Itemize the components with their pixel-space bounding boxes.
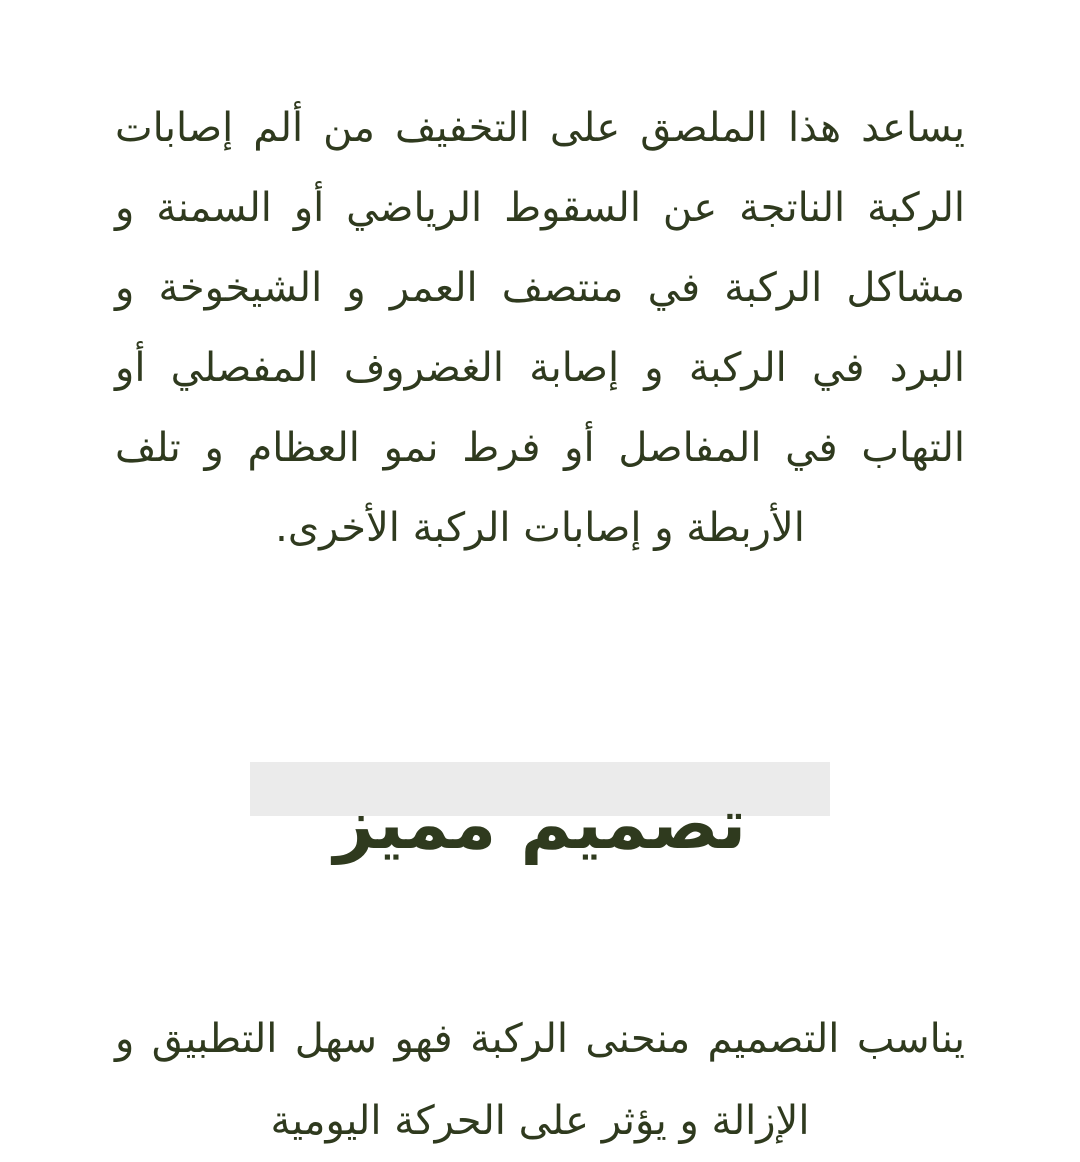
- feature-description: يناسب التصميم منحنى الركبة فهو سهل التطبيق و الإزالة و يؤثر على الحركة اليومية: [115, 1016, 965, 1144]
- feature-heading: تصميم مميز: [333, 783, 747, 866]
- intro-paragraph: يساعد هذا الملصق على التخفيف من ألم إصابات الركبة الناتجة عن السقوط الرياضي أو السمنة و مشاكل الركبة في منتصف العمر و الشيخوخة و البرد في الركبة و إصابة الغضروف المفصلي أو التهاب في المفاصل أو فرط نمو العظام و تلف الأربطة و إصابات الركبة الأخرى.: [115, 105, 965, 551]
